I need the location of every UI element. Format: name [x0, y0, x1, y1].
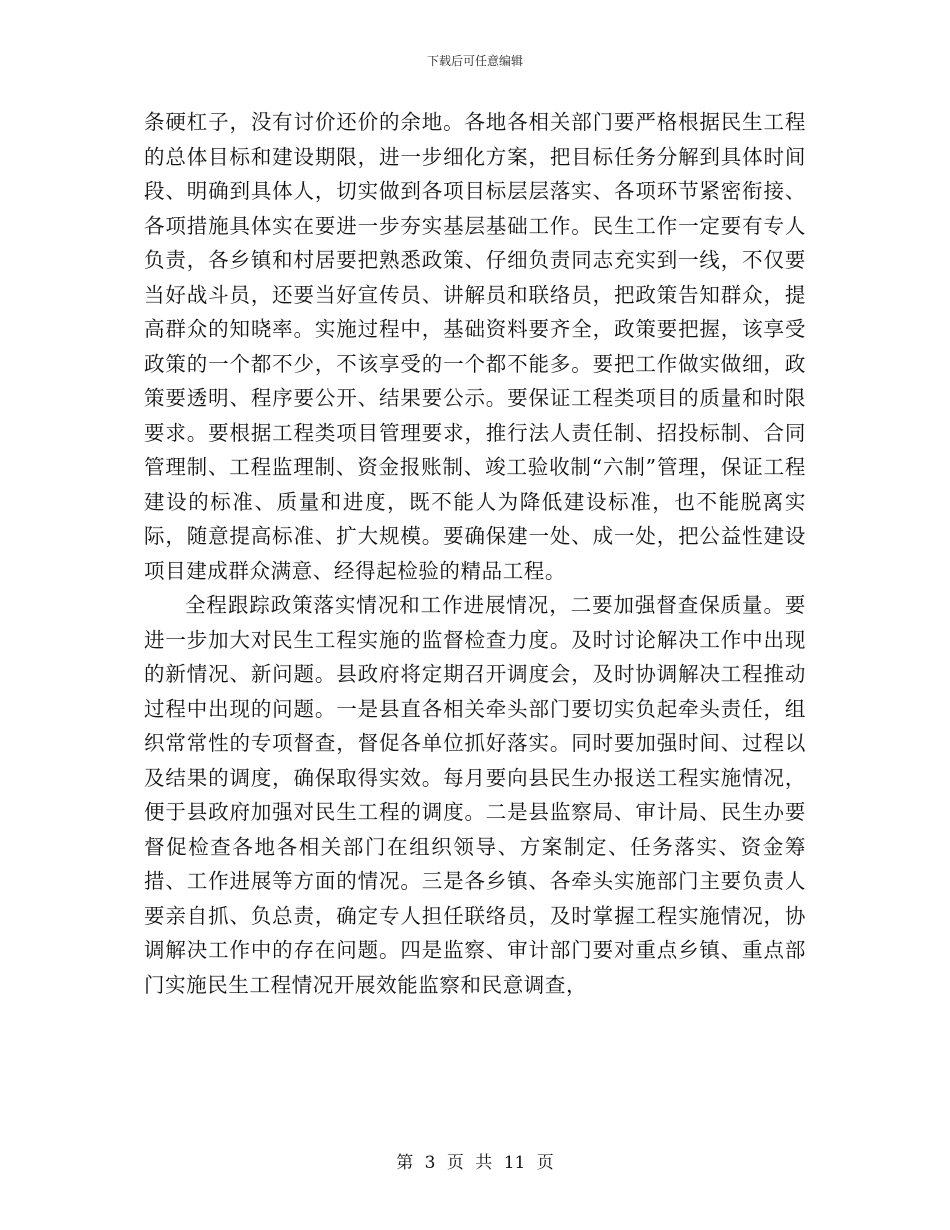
- paragraph-1: 条硬杠子，没有讨价还价的余地。各地各相关部门要严格根据民生工程的总体目标和建设期限，进一步细化方案，把目标任务分解到具体时间段、明确到具体人，切实做到各项目标层层落实、各项环节紧密衔接、各项措施具体实在要进一步夯实基层基础工作。民生工作一定要有专人负责，各乡镇和村居要把熟悉政策、仔细负责同志充实到一线，不仅要当好战斗员，还要当好宣传员、讲解员和联络员，把政策告知群众，提高群众的知晓率。实施过程中，基础资料要齐全，政策要把握，该享受政策的一个都不少，不该享受的一个都不能多。要把工作做实做细，政策要透明、程序要公开、结果要公示。要保证工程类项目的质量和时限要求。要根据工程类项目管理要求，推行法人责任制、招投标制、合同管理制、工程监理制、资金报账制、竣工验收制“六制”管理，保证工程建设的标准、质量和进度，既不能人为降低建设标准，也不能脱离实际，随意提高标准、扩大规模。要确保建一处、成一处，把公益性建设项目建成群众满意、经得起检验的精品工程。: [144, 110, 806, 583]
- paragraph-2: 全程跟踪政策落实情况和工作进展情况，二要加强督查保质量。要进一步加大对民生工程实施的监督检查力度。及时讨论解决工作中出现的新情况、新问题。县政府将定期召开调度会，及时协调解决工程推动过程中出现的问题。一是县直各相关牵头部门要切实负起牵头责任，组织常常性的专项督查，督促各单位抓好落实。同时要加强时间、过程以及结果的调度，确保取得实效。每月要向县民生办报送工程实施情况，便于县政府加强对民生工程的调度。二是县监察局、审计局、民生办要督促检查各地各相关部门在组织领导、方案制定、任务落实、资金筹措、工作进展等方面的情况。三是各乡镇、各牵头实施部门主要负责人要亲自抓、负总责，确定专人担任联络员，及时掌握工程实施情况，协调解决工作中的存在问题。四是监察、审计部门要对重点乡镇、重点部门实施民生工程情况开展效能监察和民意调查，: [144, 593, 806, 997]
- document-body: [144, 105, 806, 1002]
- page-header: 下载后可任意编辑: [426, 54, 523, 68]
- page-footer: 第 3 页 共 11 页: [396, 1153, 554, 1173]
